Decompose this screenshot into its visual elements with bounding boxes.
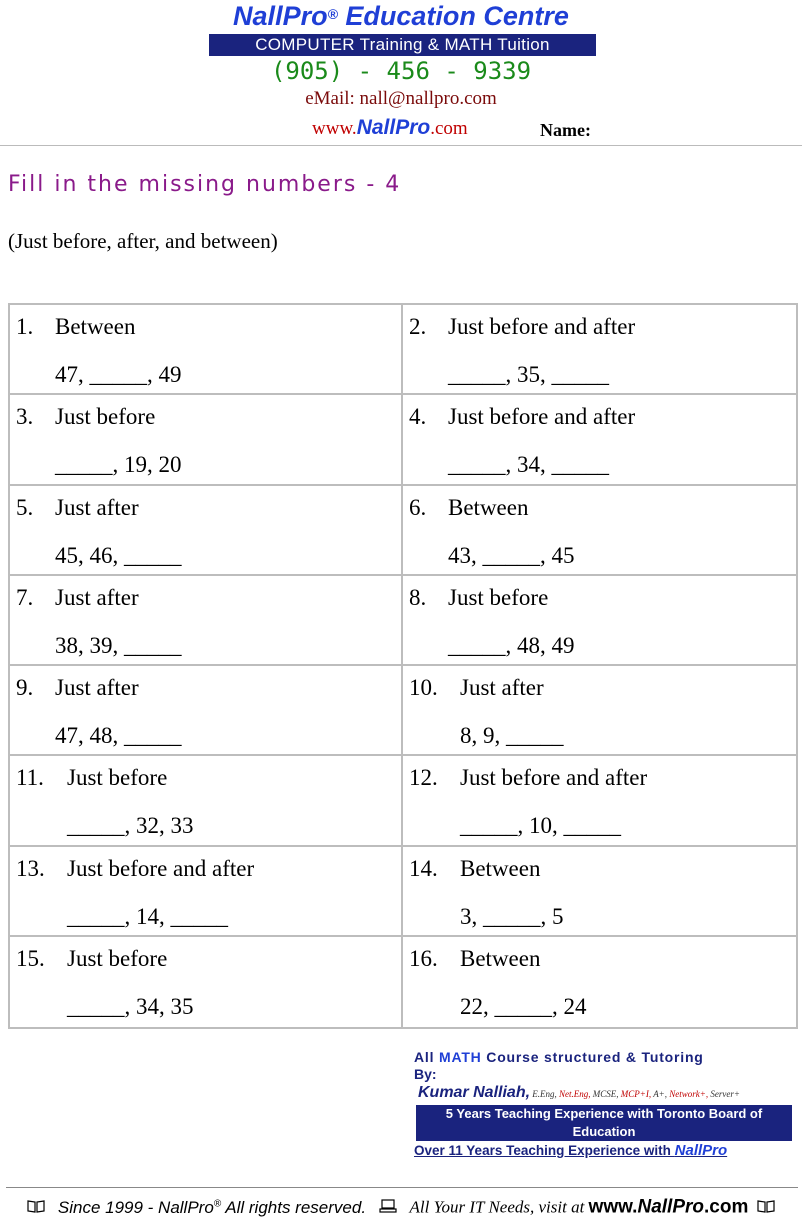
website-prefix: www. <box>312 118 357 139</box>
question-number: 5. <box>16 494 34 520</box>
number-sequence[interactable]: 22, _____, 24 <box>460 993 587 1019</box>
number-sequence[interactable]: 45, 46, _____ <box>55 542 182 568</box>
question-number: 6. <box>409 494 427 520</box>
question-text: Just before and after <box>67 855 255 881</box>
question-cell <box>403 937 796 1027</box>
question-text: Just after <box>55 494 139 520</box>
question-cell <box>403 305 796 395</box>
question-cell <box>10 756 403 846</box>
question-cell <box>10 395 403 485</box>
number-sequence[interactable]: 8, 9, _____ <box>460 723 564 748</box>
question-number: 3. <box>16 404 34 430</box>
number-sequence[interactable]: _____, 34, 35 <box>67 993 194 1019</box>
question-number: 14. <box>409 855 438 881</box>
credit-math: MATH <box>438 1049 482 1065</box>
question-number: 8. <box>409 584 427 610</box>
number-sequence[interactable]: _____, 19, 20 <box>55 452 182 478</box>
copyright-a: Since 1999 - NallPro <box>57 1197 214 1217</box>
question-number: 2. <box>409 314 427 339</box>
footer <box>0 1192 802 1220</box>
question-cell <box>10 305 403 395</box>
brand-title <box>0 0 802 32</box>
brand-name: NallPro <box>233 1 328 31</box>
question-text: Between <box>55 314 136 339</box>
question-text: Just after <box>55 675 139 700</box>
number-sequence[interactable]: 43, _____, 45 <box>448 542 575 568</box>
site-b: NallPro <box>637 1196 704 1218</box>
website-name: NallPro <box>356 116 431 139</box>
number-sequence[interactable]: _____, 35, _____ <box>448 362 609 387</box>
footer-divider <box>6 1187 798 1188</box>
copyright-b: All rights reserved. <box>221 1197 367 1217</box>
it-needs-text: All Your IT Needs, visit at <box>409 1197 589 1217</box>
question-number: 10. <box>409 675 438 700</box>
question-number: 15. <box>16 945 45 971</box>
number-sequence[interactable]: 47, 48, _____ <box>55 723 182 748</box>
qual: Net.Eng, <box>559 1089 593 1099</box>
number-sequence[interactable]: _____, 32, 33 <box>67 813 194 839</box>
question-number: 4. <box>409 404 427 430</box>
qual: A+, <box>653 1089 670 1099</box>
qual: E.Eng, <box>530 1089 560 1099</box>
brand-registered: ® <box>327 6 338 22</box>
question-cell <box>403 666 796 756</box>
experience-banner: 5 Years Teaching Experience with Toronto Board of Education <box>416 1105 792 1141</box>
question-text: Just before and after <box>448 314 636 339</box>
question-number: 11. <box>16 765 44 791</box>
worksheet-subtitle: (Just before, after, and between) <box>8 229 278 253</box>
site-c: .com <box>704 1196 749 1218</box>
question-text: Just before <box>55 404 156 430</box>
website-suffix: .com <box>430 118 468 139</box>
credit-text: Course structured & Tutoring <box>481 1049 704 1065</box>
question-cell <box>403 576 796 666</box>
question-number: 7. <box>16 584 34 610</box>
copyright-reg: ® <box>213 1198 222 1209</box>
experience-text: Over 11 Years Teaching Experience with <box>414 1143 675 1158</box>
question-cell <box>10 666 403 756</box>
experience-nallpro[interactable] <box>414 1141 794 1161</box>
number-sequence[interactable]: 38, 39, _____ <box>55 632 182 658</box>
name-label: Name: <box>540 120 591 140</box>
question-cell <box>403 395 796 485</box>
number-sequence[interactable]: _____, 14, _____ <box>67 903 228 929</box>
credit-by: By: <box>414 1066 437 1082</box>
book-icon <box>757 1199 775 1213</box>
question-cell <box>403 756 796 846</box>
question-text: Just before and after <box>460 765 648 791</box>
question-cell <box>403 847 796 937</box>
number-sequence[interactable]: 47, _____, 49 <box>55 362 182 387</box>
question-text: Between <box>448 494 529 520</box>
question-cell <box>10 486 403 576</box>
question-text: Just after <box>460 675 544 700</box>
question-number: 1. <box>16 314 34 339</box>
number-sequence[interactable]: _____, 48, 49 <box>448 632 575 658</box>
tagline: COMPUTER Training & MATH Tuition <box>209 34 596 56</box>
number-sequence[interactable]: _____, 34, _____ <box>448 452 609 478</box>
number-sequence[interactable]: _____, 10, _____ <box>460 813 621 839</box>
question-text: Between <box>460 945 541 971</box>
question-cell <box>10 847 403 937</box>
question-cell <box>403 486 796 576</box>
computer-icon <box>379 1199 397 1213</box>
credit-course-line <box>414 1048 794 1066</box>
question-text: Just before <box>67 945 168 971</box>
question-text: Just after <box>55 584 139 610</box>
website-link[interactable] <box>312 115 468 142</box>
qual: Network+, <box>669 1089 711 1099</box>
brand-suffix: Education Centre <box>337 1 569 31</box>
site-a: www. <box>588 1196 638 1218</box>
question-grid <box>8 303 798 1029</box>
book-icon <box>27 1199 45 1213</box>
credit-text: All <box>414 1049 439 1065</box>
question-cell <box>10 937 403 1027</box>
header-divider <box>0 145 802 146</box>
author-qualifications <box>530 1089 740 1099</box>
question-number: 9. <box>16 675 34 700</box>
author-name: Kumar Nalliah, <box>418 1084 531 1101</box>
qual: MCP+I, <box>620 1089 654 1099</box>
phone-number: (905) - 456 - 9339 <box>270 57 532 85</box>
email-address[interactable]: eMail: nall@nallpro.com <box>305 88 497 109</box>
question-text: Just before <box>448 584 549 610</box>
qual: Server+ <box>710 1089 740 1099</box>
number-sequence[interactable]: 3, _____, 5 <box>460 903 564 929</box>
author-credit <box>414 1048 794 1161</box>
qual: MCSE, <box>592 1089 621 1099</box>
question-number: 12. <box>409 765 438 791</box>
experience-brand: NallPro <box>674 1142 728 1159</box>
question-cell <box>10 576 403 666</box>
question-text: Just before <box>67 765 168 791</box>
question-number: 16. <box>409 945 438 971</box>
worksheet-title: Fill in the missing numbers - 4 <box>8 172 402 197</box>
copyright-text <box>58 1198 366 1217</box>
question-number: 13. <box>16 855 45 881</box>
question-text: Just before and after <box>448 404 636 430</box>
question-text: Between <box>460 855 541 881</box>
author-name-line <box>418 1082 794 1105</box>
footer-website-link[interactable] <box>589 1197 749 1218</box>
